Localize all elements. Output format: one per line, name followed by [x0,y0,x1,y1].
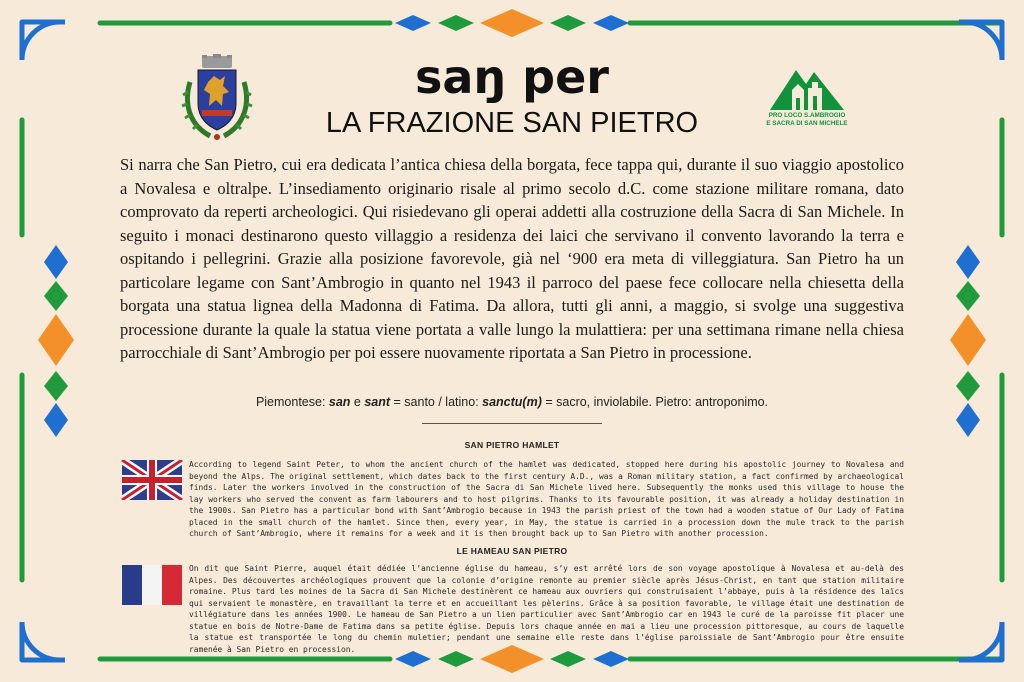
divider [422,423,602,424]
english-text: According to legend Saint Peter, to whom the ancient church of the hamlet was dedicated, stopped here during his apostolic journey to Novalesa and beyond the Alps. The original settlement, which dates back to the first century A.D., was a Roman military station, a fact confirmed by archaeological finds. Later the workers involved in the construction of the Sacra di San Michele lived here. Subsequently the monks used this village to house the lay workers who served the convent as farm labourers and to host pilgrims. Thanks to its favourable position, it was already a holiday destination in the 1900s. San Pietro has a particular bond with Sant’Ambrogio because in 1943 the parish priest of the town had a wooden statue of Our Lady of Fatima placed in the small church of the hamlet. Since then, every year, in May, the statue is carried in a procession down the mule track to the parish church of Sant’Ambrogio, where it remains for a week and it is then brought back up to San Pietro with another procession. [189,460,904,538]
etym-and: e [350,395,365,409]
italian-text: Si narra che San Pietro, cui era dedicata l’antica chiesa della borgata, fece tappa qui, durante il suo viaggio apostolico a Novalesa e oltralpe. L’insediamento originario risale al primo secolo d.C. come stazione militare romana, dato comprovato da reperti archeologici. Qui risiedevano gli operai addetti alla costruzione della Sacra di San Michele. In seguito i monaci destinarono questo villaggio a residenza dei laici che servivano il convento lavorando la terra e ospitando i pellegrini. Grazie alla posizione favorevole, già nel ‘900 era meta di villeggiatura. San Pietro ha un particolare legame con Sant’Ambrogio in quanto nel 1943 il parroco del paese fece collocare nella chiesetta della borgata una statua lignea della Madonna di Fatima. Da allora, tutti gli anni, a maggio, si svolge una suggestiva processione durante la quale la statua viene portata a valle lungo la mulattiera: per una settimana rimane nella chiesa parrocchiale di Sant’Ambrogio per poi essere nuovamente riportata a San Pietro in processione. [120,155,904,362]
etym-prefix: Piemontese: [255,395,329,409]
page-subtitle: LA FRAZIONE SAN PIETRO [325,107,699,139]
top-diamonds [395,9,629,37]
left-diamonds [38,245,74,437]
french-heading: LE HAMEAU SAN PIETRO [456,546,568,556]
etym-middle: = santo / latino: [390,395,483,409]
etym-term-sanctum: sanctu(m) [482,395,542,409]
etym-term-sant: sant [364,395,391,409]
france-flag-icon [121,565,183,605]
english-heading: SAN PIETRO HAMLET [464,440,560,450]
etym-term-san: san [328,395,351,409]
etymology-line [120,394,904,410]
french-text: On dit que Saint Pierre, auquel était dédiée l’ancienne église du hameau, s’y est arrêté lors de son voyage apostolique à Novalesa et au-delà des Alpes. Des découvertes archéologiques prouvent que la colonie d’origine remonte au premier siècle après Jésus-Christ, en tant que station militaire romaine. Plus tard les moines de la Sacra di San Michele destinèrent ce hameau aux ouvriers qui construisaient l’abbaye, puis à la résidence des laïcs qui servaient le monastère, en travaillant la terre et en accueillant les pèlerins. Grâce à sa position favorable, le village était une destination de villégiature dans les années 1900. Le hameau de San Pietro a un lien particulier avec Sant’Ambrogio car en 1943 le curé de la paroisse fit placer une statue en bois de Notre-Dame de Fatima dans sa petite église. Depuis lors chaque année en mai a lieu une procession pittoresque, au cours de laquelle la statue est transportée le long du chemin muletier; pendant une semaine elle reste dans l’église paroissiale de Sant’Ambrogio pour être ensuite ramenée à San Pietro en procession. [189,564,904,654]
pro-loco-line2: E SACRA DI SAN MICHELE [766,120,848,127]
etym-suffix: = sacro, inviolabile. Pietro: antroponimo. [541,395,769,409]
page-title: saŋ per [415,50,609,104]
pro-loco-line1: PRO LOCO S.AMBROGIO [768,112,846,119]
uk-flag-icon [121,460,183,500]
right-diamonds [950,245,986,437]
